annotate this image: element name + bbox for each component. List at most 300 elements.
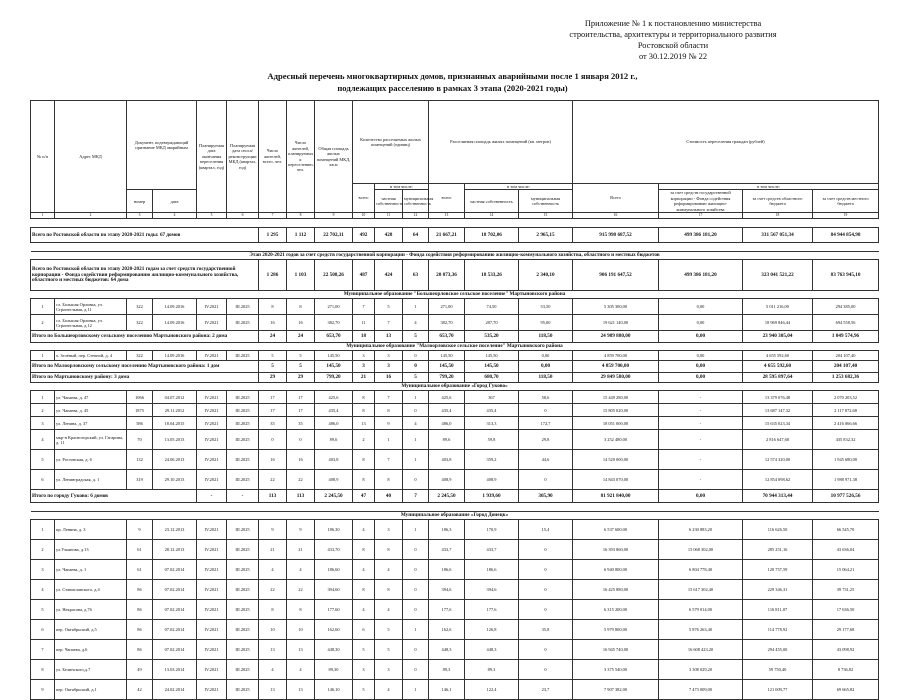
table-cell: III.2025 [227, 404, 259, 417]
table-cell: 3 [375, 660, 403, 680]
table-cell: 145,50 [315, 351, 353, 361]
table-cell: 586 [127, 417, 153, 430]
table-cell: 22 702,11 [315, 228, 353, 243]
column-number: 2 [55, 213, 127, 219]
table-cell: 16 945 740,00 [573, 640, 659, 660]
table-row [31, 430, 879, 450]
table-cell: 58,6 [519, 391, 573, 404]
table-row [31, 580, 879, 600]
table-cell: 3 [353, 660, 375, 680]
column-number: 17 [659, 213, 743, 219]
table-cell: 07.02.2014 [153, 560, 197, 580]
table-cell: III.2025 [227, 299, 259, 315]
table-cell: 5 [403, 373, 429, 383]
section-title-row [31, 383, 879, 391]
table-cell: 24.06.2013 [153, 450, 197, 470]
table-cell: 15 617 302,40 [659, 580, 743, 600]
table-cell: ул. Ленина, д. 37 [55, 417, 127, 430]
table-cell: 408,9 [429, 470, 465, 490]
table-cell: 0 [403, 580, 429, 600]
table-cell: 0 [519, 560, 573, 580]
col-doc: Документ, подтверждающий признание МКД аварийным [127, 101, 197, 190]
table-cell: 146,10 [315, 680, 353, 700]
table-cell: 5 [375, 640, 403, 660]
table-cell: 24.02.2014 [153, 680, 197, 700]
table-cell: 146,1 [429, 680, 465, 700]
table-cell: 0 [403, 640, 429, 660]
table-cell: 29.11.2012 [153, 404, 197, 417]
section-title-row [31, 291, 879, 299]
district-total-label: Итого по Мартыновскому району: 3 дома [31, 373, 259, 383]
fund-total-label: Всего по Ростовской области по этапу 2020-2021 годам за счет средств государственной корпорации - Фонда содействия реформированию жилищно-коммунального хозяйства, областного и местных бюджетов: 64 дома [31, 260, 259, 291]
table-cell: 403,8 [315, 450, 353, 470]
table-cell: 5 [259, 351, 287, 361]
table-cell: 367 [465, 391, 519, 404]
col-area: Общая площадь жилых помещений МКД, кв.м [315, 101, 353, 213]
table-cell: 4 [403, 315, 429, 331]
table-cell: 162,60 [315, 620, 353, 640]
table-cell: 29 849 580,00 [573, 373, 659, 383]
table-cell: 07.02.2014 [153, 620, 197, 640]
table-cell: 86 [127, 600, 153, 620]
col-local: за счет средств местного бюджета [813, 190, 879, 213]
section-title-row [31, 512, 879, 520]
table-cell: 145,50 [465, 361, 519, 373]
table-cell: 6 579 014,00 [659, 600, 743, 620]
table-cell: 0,00 [659, 351, 743, 361]
table-cell: 1 [403, 680, 429, 700]
table-cell: 7 [403, 490, 429, 503]
table-cell: 4 655 592,60 [743, 351, 813, 361]
table-cell: 6 [353, 620, 375, 640]
table-cell: 44,6 [519, 450, 573, 470]
table-cell: 1 [403, 620, 429, 640]
table-cell: 680,70 [465, 373, 519, 383]
appendix-note [553, 18, 793, 62]
table-cell: 4 [31, 580, 55, 600]
table-row [31, 299, 879, 315]
table-cell: 6 315 200,00 [573, 600, 659, 620]
table-cell: 0,00 [659, 299, 743, 315]
table-cell: 145,50 [429, 361, 465, 373]
table-cell: III.2025 [227, 660, 259, 680]
table-cell: 486,0 [429, 417, 465, 430]
table-cell: 448,3 [429, 640, 465, 660]
table-cell: 448,3 [465, 640, 519, 660]
column-number: 18 [743, 213, 813, 219]
table-cell: 408,9 [465, 470, 519, 490]
table-cell: 394,6 [429, 580, 465, 600]
table-cell: 0,00 [519, 351, 573, 361]
table-cell: 121 009,77 [743, 680, 813, 700]
table-cell: 3 [375, 351, 403, 361]
table-cell: 1 [403, 520, 429, 540]
table-cell: 89,6 [429, 430, 465, 450]
table-cell: 322 [127, 351, 153, 361]
table-cell: 24 989 880,00 [573, 331, 659, 343]
table-cell: 126,8 [465, 620, 519, 640]
table-cell: 17 [259, 391, 287, 404]
table-cell: 294 385,00 [813, 299, 879, 315]
column-number: 3 [127, 213, 153, 219]
table-cell: 1 945 680,00 [813, 450, 879, 470]
table-cell: IV.2021 [197, 640, 227, 660]
table-cell: 799,20 [429, 373, 465, 383]
table-cell: IV.2021 [197, 315, 227, 331]
table-cell: 799,20 [315, 373, 353, 383]
table-cell: 12 854 098,62 [743, 470, 813, 490]
table-cell: 70 944 313,44 [743, 490, 813, 503]
table-row [31, 391, 879, 404]
table-cell: 86 [127, 580, 153, 600]
table-cell: 428 [375, 228, 403, 243]
table-cell: 8 736,82 [813, 660, 879, 680]
table-cell: ул. Ростовская, д. 6 [55, 450, 127, 470]
table-cell: 0 [519, 470, 573, 490]
table-cell: 3 [31, 560, 55, 580]
table-cell: 1 [31, 520, 55, 540]
table-cell: 118,50 [519, 331, 573, 343]
table-cell: 66 545,70 [813, 520, 879, 540]
table-cell: 408,9 [315, 470, 353, 490]
table-cell: 186,6 [465, 560, 519, 580]
column-number: 1 [31, 213, 55, 219]
table-cell: 3 [353, 351, 375, 361]
table-cell: 4 [353, 520, 375, 540]
table-cell: 313,3 [465, 417, 519, 430]
table-cell: 1 [31, 351, 55, 361]
table-cell: 1 112 [287, 228, 315, 243]
column-number: 5 [197, 213, 227, 219]
table-cell: 4 859 700,00 [573, 351, 659, 361]
table-cell: 116 811,07 [743, 600, 813, 620]
table-cell: 0 [403, 470, 429, 490]
table-cell: мкр-н Красногорский, ул. Гагарина, д. 11 [55, 430, 127, 450]
table-cell: 16 393 860,00 [573, 540, 659, 560]
table-cell: 114 778,92 [743, 620, 813, 640]
table-cell: 16 608 423,20 [659, 640, 743, 660]
table-cell: 1 049 574,96 [813, 331, 879, 343]
table-cell: 8 [375, 540, 403, 560]
table-cell: 29 [287, 373, 315, 383]
table-cell: 89,3 [465, 660, 519, 680]
table-cell: 653,70 [315, 331, 353, 343]
table-cell: 8 [259, 299, 287, 315]
table-row [31, 470, 879, 490]
table-cell: 186,3 [429, 520, 465, 540]
table-cell: 13 379 076,48 [743, 391, 813, 404]
houses-table [30, 100, 879, 700]
table-cell: 8 [31, 660, 55, 680]
table-cell: 2 117 872,68 [813, 404, 879, 417]
table-cell: IV.2021 [197, 470, 227, 490]
col-doc-date: дата [153, 190, 197, 213]
column-number: 8 [287, 213, 315, 219]
table-cell: 13 [375, 331, 403, 343]
table-cell: 22 [287, 580, 315, 600]
column-number: 15 [519, 213, 573, 219]
table-cell: 16 [259, 315, 287, 331]
table-cell: 0 [403, 361, 429, 373]
col-private: частная собственность [375, 190, 403, 213]
table-cell: 6 230 883,20 [659, 520, 743, 540]
table-cell: 17 [287, 404, 315, 417]
table-cell: 29 177,68 [813, 620, 879, 640]
table-cell: 59 750,40 [743, 660, 813, 680]
table-cell: 8 [375, 404, 403, 417]
table-cell: 42 [127, 680, 153, 700]
table-cell: - [659, 391, 743, 404]
col-rooms: Количество расселяемых жилых помещений (единиц) [353, 101, 429, 184]
col-to-resettle: Число жителей, планируемых к переселению, чел. [287, 101, 315, 213]
table-cell: 22 [259, 580, 287, 600]
table-cell: 1 [31, 299, 55, 315]
table-cell: 2 816 647,68 [743, 430, 813, 450]
table-cell: 122,4 [465, 680, 519, 700]
table-cell: 487 [353, 260, 375, 291]
table-cell: - [197, 490, 227, 503]
grand-total-row [31, 228, 879, 243]
table-cell: 322 [127, 315, 153, 331]
grand-total-label: Всего по Ростовской области по этапу 2020-2021 годы: 67 домов [31, 228, 259, 243]
table-cell: 6 [31, 620, 55, 640]
table-cell: 04.07.2012 [153, 391, 197, 404]
table-cell: IV.2021 [197, 450, 227, 470]
col-incl: в том числе: [659, 184, 879, 190]
fund-total-row [31, 260, 879, 291]
col-area-resettle: Расселяемая площадь жилых помещений (кв. метров) [429, 101, 573, 184]
table-cell: - [659, 417, 743, 430]
table-cell: 4 [353, 600, 375, 620]
table-cell: III.2025 [227, 417, 259, 430]
table-cell: 8 [353, 470, 375, 490]
table-row [31, 680, 879, 700]
table-cell: - [659, 470, 743, 490]
table-cell: ул.Ульянова, д.13 [55, 540, 127, 560]
table-cell: 9 [287, 520, 315, 540]
table-cell: 13.05.2013 [153, 430, 197, 450]
table-cell: 2 340,10 [519, 260, 573, 291]
table-cell: 47 [353, 490, 375, 503]
table-cell: 8 [353, 450, 375, 470]
title-line: подлежащих расселению в рамках 3 этапа (2020-2021 годы) [337, 83, 568, 93]
table-cell: 492 [353, 228, 375, 243]
col-area-municipal: муниципальная собственность [519, 190, 573, 213]
table-cell: - [659, 404, 743, 417]
table-cell: III.2025 [227, 680, 259, 700]
table-cell: 89,30 [315, 660, 353, 680]
table-cell: IV.2021 [197, 580, 227, 600]
col-demolish: Планируемая дата сноса/реконструкции МКД (квартал, год) [227, 101, 259, 213]
column-number: 7 [259, 213, 287, 219]
table-row [31, 450, 879, 470]
col-residents: Число жителей, всего, чел. [259, 101, 287, 213]
column-number: 9 [315, 213, 353, 219]
table-cell: 5 [353, 640, 375, 660]
table-cell: 17 636,50 [813, 600, 879, 620]
table-cell: 8 [353, 391, 375, 404]
table-cell: 21 [353, 373, 375, 383]
table-cell: 5 305 300,00 [573, 299, 659, 315]
table-cell: 435,4 [315, 404, 353, 417]
table-cell: 435,4 [429, 404, 465, 417]
table-cell: 0 [259, 430, 287, 450]
appendix-line: Приложение № 1 к постановлению министерства [584, 19, 762, 28]
table-cell: 53,50 [519, 299, 573, 315]
table-cell: 1 253 682,36 [813, 373, 879, 383]
table-cell: 425,6 [315, 391, 353, 404]
table-cell: 4 [375, 600, 403, 620]
table-cell: 170,9 [465, 520, 519, 540]
table-cell: 4 [403, 417, 429, 430]
table-cell: 3 [353, 361, 375, 373]
table-cell: 499 386 181,20 [659, 228, 743, 243]
column-number: 13 [429, 213, 465, 219]
table-cell: 2 [31, 404, 55, 417]
table-cell: 3 [375, 520, 403, 540]
table-cell: 3 252 480,00 [573, 430, 659, 450]
subtotal-row [31, 331, 879, 343]
table-cell: 322 [127, 299, 153, 315]
section-title: Муниципальное образование «Город Донецк» [31, 512, 879, 520]
col-area-private: частная собственность [465, 190, 519, 213]
table-cell: 177,6 [429, 600, 465, 620]
table-cell: 13 [287, 640, 315, 660]
table-cell: 319 [127, 470, 153, 490]
table-cell: 18 533,26 [465, 260, 519, 291]
table-cell: 433,7 [465, 540, 519, 560]
table-cell: 19 621 140,00 [573, 315, 659, 331]
table-cell: 0 [403, 560, 429, 580]
column-number: 14 [465, 213, 519, 219]
table-cell: 61 [127, 540, 153, 560]
table-cell: 23 940 305,04 [743, 331, 813, 343]
table-cell: 0 [519, 404, 573, 417]
table-cell: IV.2021 [197, 660, 227, 680]
table-cell: 8 [353, 404, 375, 417]
table-cell: 5 [287, 351, 315, 361]
table-cell: 0 [519, 640, 573, 660]
table-cell: 8 [353, 540, 375, 560]
table-cell: 70 [127, 430, 153, 450]
subtotal-label: Итого по городу Гуково: 6 домов [31, 490, 197, 503]
table-cell: 271,00 [429, 299, 465, 315]
table-cell: III.2025 [227, 540, 259, 560]
table-cell: 35 [259, 417, 287, 430]
table-cell: 285 251,16 [743, 540, 813, 560]
table-cell: 0,00 [659, 490, 743, 503]
col-num: № п/п [31, 101, 55, 213]
table-cell: 0 [403, 600, 429, 620]
table-cell: 17 [259, 404, 287, 417]
table-cell: 8 [287, 600, 315, 620]
table-cell: 22 [259, 470, 287, 490]
table-cell: пер. Октябрьский, д.1 [55, 680, 127, 700]
spacer-cell [31, 503, 879, 512]
table-cell: 29,8 [519, 430, 573, 450]
table-cell: 22 [287, 470, 315, 490]
table-cell: 7 [31, 640, 55, 660]
table-cell: х. Зелёный, пер. Степной, д. 4 [55, 351, 127, 361]
table-cell: 162,6 [429, 620, 465, 640]
table-cell: 24 [287, 331, 315, 343]
table-cell: 16 [287, 315, 315, 331]
table-row [31, 315, 879, 331]
section-title: Муниципальное образование "Большеорловское сельское поселение" Мартыновского района [31, 291, 879, 299]
col-cost-total: Всего [573, 184, 659, 213]
table-cell: 4 [353, 560, 375, 580]
table-cell: 2 [353, 430, 375, 450]
table-row [31, 600, 879, 620]
column-number: 19 [813, 213, 879, 219]
table-cell: 95,00 [519, 315, 573, 331]
table-cell: 7 473 009,00 [659, 680, 743, 700]
table-cell: 6 [31, 470, 55, 490]
table-cell: - [659, 450, 743, 470]
table-row [31, 660, 879, 680]
table-cell: 4 [259, 560, 287, 580]
table-cell: 69 665,82 [813, 680, 879, 700]
table-cell: 486,0 [315, 417, 353, 430]
table-cell: 3 [375, 361, 403, 373]
table-cell: 435 832,32 [813, 430, 879, 450]
table-cell: 5 [353, 680, 375, 700]
table-cell: IV.2021 [197, 600, 227, 620]
appendix-line: строительства, архитектуры и территориального развития [569, 30, 777, 39]
table-cell: III.2025 [227, 430, 259, 450]
table-cell: 8 [375, 580, 403, 600]
table-cell: III.2025 [227, 620, 259, 640]
table-cell: 5 [31, 450, 55, 470]
column-number: 4 [153, 213, 197, 219]
table-cell: 13 [287, 680, 315, 700]
table-cell: 4 [287, 560, 315, 580]
table-cell: 6 804 778,40 [659, 560, 743, 580]
table-cell: 24 [259, 331, 287, 343]
table-row [31, 404, 879, 417]
table-cell: 8 [259, 600, 287, 620]
table-cell: 145,50 [315, 361, 353, 373]
table-cell: 0 [519, 580, 573, 600]
table-cell: 22 508,26 [315, 260, 353, 291]
table-cell: IV.2021 [197, 417, 227, 430]
table-cell: 4 [375, 680, 403, 700]
appendix-line: Ростовской области [637, 41, 709, 50]
table-cell: 2 965,15 [519, 228, 573, 243]
table-cell: IV.2021 [197, 391, 227, 404]
table-row [31, 520, 879, 540]
table-cell: 13.03.2014 [153, 660, 197, 680]
table-cell: 0 [403, 404, 429, 417]
table-cell: 23,7 [519, 680, 573, 700]
table-cell: 424 [375, 260, 403, 291]
table-cell: 116 626,50 [743, 520, 813, 540]
table-cell: 0,00 [659, 331, 743, 343]
table-cell: 5 979 800,00 [573, 620, 659, 640]
table-cell: ул. Чапаева, д. 45 [55, 404, 127, 417]
table-cell: 16 [375, 373, 403, 383]
table-cell: 394,6 [465, 580, 519, 600]
section-title: Муниципальное образование "Малоорловское сельское поселение" Мартыновского района [31, 343, 879, 351]
table-cell: 653,70 [429, 331, 465, 343]
table-cell: 74,50 [465, 299, 519, 315]
table-cell: 8 [353, 580, 375, 600]
table-cell: 35 [287, 417, 315, 430]
table-cell: 14.09.2016 [153, 351, 197, 361]
table-row [31, 560, 879, 580]
table-cell: 14 843 070,00 [573, 470, 659, 490]
col-region: за счет средств областного бюджета [743, 190, 813, 213]
